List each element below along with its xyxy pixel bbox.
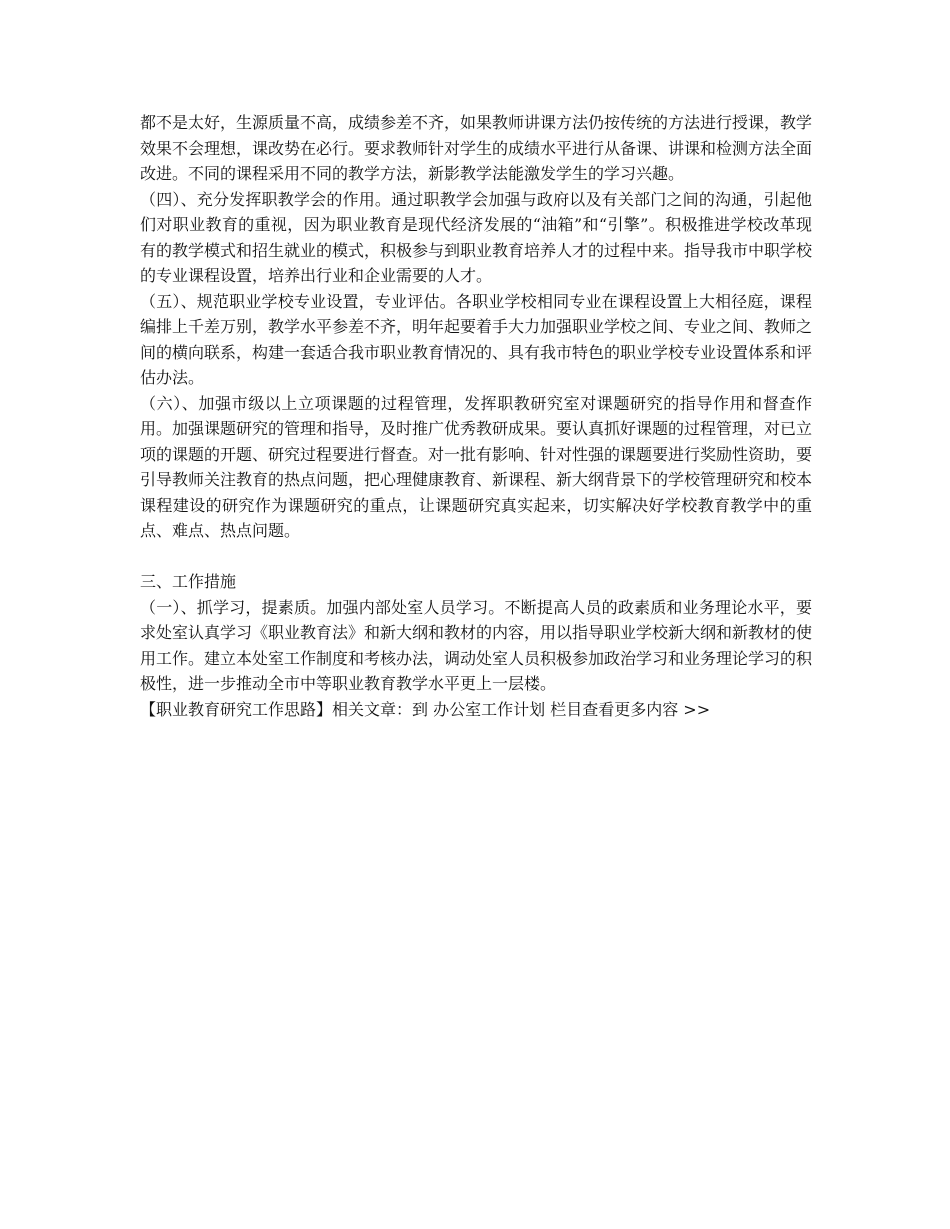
paragraph-intro: 都不是太好，生源质量不高，成绩参差不齐，如果教师讲课方法仍按传统的方法进行授课，教学效果不会理想，课改势在必行。要求教师针对学生的成绩水平进行从备课、讲课和检测方法全面改进。不同的课程采用不同的教学方法，新影教学法能激发学生的学习兴趣。: [140, 113, 813, 183]
paragraph-gap: [140, 544, 812, 570]
related-articles-line: [140, 697, 812, 723]
category-link[interactable]: 办公室工作计划: [433, 699, 546, 719]
footer-title: 【职业教育研究工作思路】: [140, 699, 333, 719]
paragraph-item-6: （六）、加强市级以上立项课题的过程管理，发挥职教研究室对课题研究的指导作用和督查作用。加强课题研究的管理和指导，及时推广优秀教研成果。要认真抓好课题的过程管理，对已立项的课题的开题、研究过程要进行督查。对一批有影响、针对性强的课题要进行奖励性资助，要引导教师关注教育的热点问题，把心理健康教育、新课程、新大纲背景下的学校管理研究和校本课程建设的研究作为课题研究的重点，让课题研究真实起来，切实解决好学校教育教学中的重点、难点、热点问题。: [140, 393, 813, 540]
paragraph-item-4: （四）、充分发挥职教学会的作用。通过职教学会加强与政府以及有关部门之间的沟通，引起他们对职业教育的重视，因为职业教育是现代经济发展的“油箱”和“引擎”。积极推进学校改革现有的教学模式和招生就业的模式，积极参与到职业教育培养人才的过程中来。指导我市中职学校的专业课程设置，培养出行业和企业需要的人才。: [140, 189, 813, 285]
section-heading: 三、工作措施: [140, 572, 237, 591]
document-page: [140, 110, 812, 722]
footer-related-label: 相关文章：到: [332, 699, 434, 719]
footer-suffix: 栏目查看更多内容 >>: [545, 699, 711, 719]
paragraph-measure-1: （一）、抓学习，提素质。加强内部处室人员学习。不断提高人员的政素质和业务理论水平，要求处室认真学习《职业教育法》和新大纲和教材的内容，用以指导职业学校新大纲和新教材的使用工作。建立本处室工作制度和考核办法，调动处室人员积极参加政治学习和业务理论学习的积极性，进一步推动全市中等职业教育教学水平更上一层楼。: [140, 597, 813, 693]
paragraph-item-5: （五）、规范职业学校专业设置，专业评估。各职业学校相同专业在课程设置上大相径庭，课程编排上千差万别，教学水平参差不齐，明年起要着手大力加强职业学校之间、专业之间、教师之间的横向联系，构建一套适合我市职业教育情况的、具有我市特色的职业学校专业设置体系和评估办法。: [140, 291, 813, 387]
